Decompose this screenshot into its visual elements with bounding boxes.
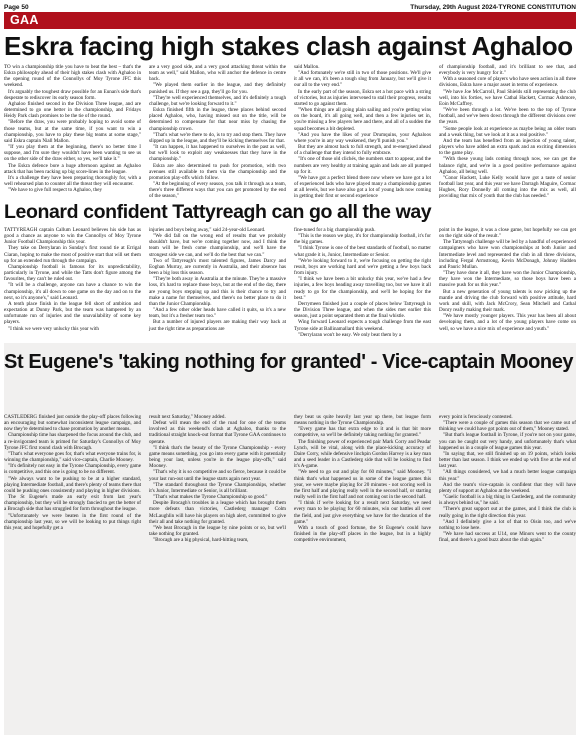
article-paragraph: "And a few other older heads have called it quits, so it's a new team, but it's a fresher team too." (149, 307, 286, 320)
article-paragraph: "We've been through a lot. We've been to the top of Tyrone football, and we've been down through the different divisions over the years. (439, 107, 576, 126)
article-paragraph: they beat us quite heavily last year up there, but league form means nothing in the Tyrone Championship. (294, 414, 431, 427)
article-paragraph: "Unfortunately we were beaten in the first round of the championship last year, so we will be looking to put things right this year, and hopefully get a (4, 512, 141, 531)
article-paragraph: "I think we were very unlucky this year with (8, 325, 99, 332)
article-column (4, 64, 141, 199)
article-paragraph: CASTLEDERG finished just outside the play-off places following an encouraging but somewhat inconsistent league campaign, and now they're determined to chase promotion by another means. (4, 414, 141, 433)
article-paragraph: "They're both away in Australia at the minute. They're a massive loss, it's hard to replace those boys, but at the end of the day, there are young boys stepping up and this is their chance to try and make a name for themselves, and there's no better place to do it than the Junior Championship. (149, 276, 286, 307)
article-paragraph: "Brocagh are a big physical, hard-hitting team, (153, 537, 249, 544)
article-paragraph: But they are almost back to full strength, and re-energised ahead of a challenge that they intend to fully embrace. (294, 144, 431, 157)
article-column (149, 227, 286, 341)
article-paragraph: They take on Derrylaran in Sunday's first round tie at Errigal Ciaran, hoping to make the most of positive start that will set them up for an extended run through the campaign. (4, 245, 141, 264)
article-paragraph: And the team's vice-captain is confident that they will have plenty of support at Aghaloo at the weekend. (439, 481, 576, 494)
article-paragraph: "Before the draw, you were probably hoping to avoid some of those teams, but at the same time, if you want to win a championship, you have to play these big teams at some stage," said Eskra captain Niall Mallon. (4, 119, 141, 144)
article-paragraph: result next Saturday," Mooney added. (149, 414, 226, 420)
article-paragraph: "We need to go out and play for 60 minutes," said Mooney. "I think that's what happened us in some of the league games this year, we were maybe playing for 20 minutes - not scoring well in the first half and playing really well in the second half, or starting really well in the first half and not coming out in the second half. (294, 469, 431, 501)
article-paragraph: "And I definitely give a lot of that to Oisin too, and we've nothing to lose here. (439, 518, 576, 531)
article-paragraph: Eskra are also determined to push for promotion, with two avenues still available to them via the championship and the promotion play-offs which follow. (149, 162, 286, 181)
article-paragraph: "They're well experienced themselves, and it's definitely a tough challenge, but we're looking forward to it." (149, 94, 286, 107)
article-paragraph: Championship football is famous for its unpredictability, particularly in Tyrone, and while the Tatts don't figure among the favourites, they can't be ruled out. (4, 263, 141, 283)
article-paragraph: Eskra finished fifth in the league, three places behind second placed Aghaloo, who, having missed out on the title, will be determined to compensate for that near miss by chasing the championship crown. (149, 107, 286, 132)
article-paragraph: fine-tuned for a big championship push. (294, 227, 376, 233)
article-column (294, 64, 431, 199)
article-paragraph: "We always want to be pushing to be at a higher standard, playing Intermediate football, and there's plenty of teams there that could be pushing ones consistently and playing in higher divisions. (4, 475, 141, 494)
article-column (294, 227, 431, 341)
article-paragraph: Aghaloo finished second in the Division Three league, and are determined to go one better in the championship, and Fridays Heidy Park clash promises to be the tie of the round. (4, 100, 141, 120)
article-paragraph: "At the beginning of every season, you talk it through as a team, there's three different ways that you can get promoted by the end of the season," (149, 180, 286, 200)
article-paragraph: Championship time has sharpened the focus around the club, and a re-invigorated team is primed for Saturday's Connollys of Moy Tyrone JFC first round clash with Brocagh. (4, 432, 141, 451)
story-eskra-body (4, 64, 576, 200)
article-paragraph: are a very good side, and a very good attacking threat within the team as well," said Mallon, who will anchor the defence in centre back. (149, 64, 286, 83)
article-paragraph: Derrymeen finished just a couple of places below Tattyreagh in the Division Three league, and when the sides met earlier this season, just a point separated them at the final whistle. (294, 300, 431, 320)
article-paragraph: "There's great support out at the games, and I think the club is really going in the right direction this year. (439, 506, 576, 519)
article-paragraph: "It's one of those old clichés, the numbers start to appear, and the numbers are very healthy at training again and lads are all pumped up for it. (294, 156, 431, 175)
article-paragraph: Despite Brocagh's troubles in a league which has brought them more defeats than victories, Castlederg manager Colm McLaughlin will have his players on high alert, committed to give their all and take nothing for granted. (149, 500, 286, 525)
article-paragraph: And the team has benefited from an injection of young talent, players who have added an extra spark and an exciting dimension to the game play. (439, 137, 576, 157)
article-paragraph: With a seasoned core of players who have seen action in all three divisions, Eskra have a major asset in terms of experience. (439, 76, 576, 89)
article-paragraph: "It will be a challenge, anyone can have a chance to win the championship, it's all down to one game on the day and on to the next, so it's anyone's," said Leonard. (4, 282, 141, 301)
article-paragraph: "But that's league football in Tyrone, if you're not on your game, you can be caught out very handy, and unfortunately that's what happened us in a couple of league games this year. (439, 432, 576, 451)
article-paragraph: "That's what makes the Tyrone Championship so good." (153, 494, 268, 501)
article-paragraph: But a new generation of young talents is now picking up the mantle and driving the club forward with positive attitude, hard work and skill, with Jack McCrory, Sean Mitchell and Cathal Donry really making their mark. (439, 288, 576, 314)
article-paragraph: "With these young lads coming through now, we can get the balance right, and we're in a good positive performance against Aghaloo, all being well. (439, 156, 576, 175)
article-paragraph: "Every game has that extra edge to it and is that bit more competitive, so we'll be definitely taking nothing for granted." (294, 426, 431, 439)
article-column (439, 227, 576, 341)
article-paragraph: "We played them earlier in the league, and they definitely punished us. If they see a gap, they'll go for you. (149, 82, 286, 95)
article-paragraph: every point is ferociously contested. (439, 414, 513, 420)
article-paragraph: "We're looking forward to it, we're focusing on getting the right result, boys are working hard and we're getting a few boys back from injury. (294, 257, 431, 277)
article-paragraph: "That's what we're there to do, is to try and stop them. They have slipped up in the league, and they'll be kicking themselves for that. (149, 131, 286, 144)
article-paragraph: "Gaelic football is a big thing in Castlederg, and the community is always behind us," he said. (439, 494, 576, 507)
article-paragraph: "That's why it is so competitive and so fierce, because it could be your last run-out until the league starts again next year. (149, 469, 286, 482)
article-paragraph: of championship football, and it's brilliant to see that, and everybody is very hungry for it." (439, 64, 576, 77)
article-paragraph: "We did fall on the wrong end of results that we probably shouldn't have, but we're coming together now, and I think the team will be fresh come championship, and we'll have the strongest side we can, and we'll do the best that we can." (149, 233, 286, 258)
article-paragraph: In the early part of the season, Eskra set a hot pace with a string of victories, but as injuries intervened to stall their progress, results started to go against them. (294, 88, 431, 107)
issue-date-line: Thursday, 29th August 2024-TYRONE CONSTITUTION (410, 3, 576, 11)
article-paragraph: Defeat will mean the end of the road for one of the teams involved as this weekend's clash at Aghaloo, thanks to the traditional straight knock-out format that Tyrone GAA continues to operate. (149, 420, 286, 445)
article-paragraph: "We have to give full respect to Aghaloo, they (8, 187, 103, 194)
article-paragraph: The Eskra defence bore a huge afternoon against an Aghaloo attack that has been racking up big score-lines in the league. (4, 162, 141, 175)
article-paragraph: Wing forward Leonard expects a tough challenge from the east Tyrone side at Ballinamallard this weekend. (294, 319, 431, 332)
article-paragraph: "I think that's the beauty of the Tyrone Championship - every game means something, you go into every game with it potentially being your last, unless you're in the league play-offs," said Mooney. (149, 444, 286, 470)
section-header-bar (4, 12, 576, 29)
article-paragraph: "And fortunately we're still in two of those positions. We'll give it all we can, it's been a tough slog from January, but we'll give it our all to the very end." (294, 70, 431, 89)
article-paragraph: "We have had success at U14, one Minors went to the county final, and there's a good buzz about the club again." (439, 530, 576, 544)
article-paragraph: "It can happen, it has happened to ourselves in the past as well, but we'll look to exploit any weaknesses that they have in the championship." (149, 144, 286, 163)
article-paragraph: The finishing power of experienced pair Mark Corry and Peadar Lynch, will be vital, along with the place-kicking accuracy of Daire Corry, while defensive linchpin Gordon Harvey is a key man and a seed leader in a Castlederg side that will be looking to find it's A-game. (294, 438, 431, 470)
article-paragraph: "And you have the likes of your Drumquins, your Aghaloos where you're in any way weakened, they'll punish you." (294, 131, 431, 144)
article-paragraph: TATTYREAGH captain Callum Leonard believes his side has as good a chance as anyone to win the Connollys of Moy Tyrone Junior Football Championship this year. (4, 227, 141, 246)
article-paragraph: "The standard throughout the Tyrone Championships, whether it's Junior, Intermediate or Senior, is all brilliant. (149, 481, 286, 494)
article-paragraph: point in the league, it was a close game, but hopefully we can get on the right side of the result." (439, 227, 576, 240)
article-paragraph: "I think if we're looking for a result next Saturday, we need every man to be playing for 60 minutes, win our battles all over the field, and just give everything we have for the duration of the game." (294, 500, 431, 525)
story-tattyreagh-body (4, 227, 576, 341)
article-paragraph: It's a challenge they have been preparing thoroughly for, with a well rehearsed plan to counter all the threat they will encounter. (4, 174, 141, 187)
article-paragraph: "I think we have been a bit unlucky this year, we've had a few injuries, a few boys heading away travelling too, but we have it all ready to go for the championship, and we'll be hoping for the best." (294, 276, 431, 301)
article-paragraph: But a number of injured players are making their way back at just the right time as preparations are (149, 319, 286, 332)
article-paragraph: "That's what everyone goes for, that's what everyone trains for, is winning the championship," said vice-captain, Charlie Mooney. (4, 450, 141, 464)
story-st-eugenes-body (4, 414, 576, 734)
article-paragraph: "We beat Brocagh in the league by nine points or so, but we'll take nothing for granted. (149, 524, 286, 537)
headline-eskra: Eskra facing high stakes clash against Aghaloo (4, 31, 573, 61)
headline-tattyreagh: Leonard confident Tattyreagh can go all the way (4, 201, 432, 223)
article-paragraph: "We have Joe McCarroll, Paul Shields still representing the club well, into his forties, we have Cathal Hackett, Cormac Ashmore, Eoin McCaffrey. (439, 88, 576, 107)
article-column (439, 414, 576, 734)
article-paragraph: Two of Tattyreagh's most talented figures, James Darcy and Eoghan Murray, are currently in Australia, and their absence has been a big loss this season. (149, 257, 286, 277)
article-paragraph: "They have done it all, they have won the Junior Championship, they have won the Intermediate, so those boys have been a massive push for us this year." (439, 270, 576, 289)
article-paragraph: It's arguably the toughest draw possible for an Eunan's side that's desperate to rediscover its early season form. (4, 88, 141, 101)
article-paragraph: The St Eugene's made an early exit from last year's championship, but they will be strongly fancied to get the better of a Brocagh side that has struggled for form throughout the league. (4, 494, 141, 513)
article-paragraph: The Tattyreagh challenge will be led by a handful of experienced campaigners who have won championships at both Junior and Intermediate level and represented the club in all three divisions, including Fergal Armstrong, Kevin McDonagh, Johnny Hadden and Pauric Mullan. (439, 239, 576, 270)
article-paragraph: "In saying that, we still finished up on 19 points, which looks better than last season. I think we ended up with five at the end of last year. (439, 450, 576, 470)
article-paragraph: "If you play them at the beginning, there's no better time I suppose, and I'm sure they wouldn't have been wanting to see us on the other side of the draw either, so yes, we'll take it." (4, 144, 141, 163)
article-column (4, 414, 141, 734)
article-paragraph: "We have got a perfect blend there now where we have got a lot of experienced lads who have played many a championship games at all levels, but we have also got a lot of young lads now coming in getting their first or second experience (294, 174, 431, 200)
article-paragraph: "Conor Hackett, Luke Kelly would have got a taste of senior football last year, and this year we have Darragh Maguire, Cormac Hughes, Rory Donnelly all coming into the mix as well, all providing that mix of youth that the club has needed." (439, 174, 576, 200)
page-masthead (4, 2, 576, 12)
article-paragraph: "Derrylaran won't be easy. We only beat them by a (298, 331, 402, 338)
article-column (149, 64, 286, 199)
article-paragraph: A tenth place finish in the league fell short of ambition and expectation at Dunny Park, but the team was hampered by an unfortunate run of injuries and the unavailability of some key players. (4, 300, 141, 326)
article-paragraph: TO win a championship title you have to beat the best – that's the Eskra philosophy ahead of their high stakes clash with Aghaloo in the opening round of the Connollys of Moy Tyrone JFC this weekend. (4, 64, 141, 89)
article-column (149, 414, 286, 734)
section-label: GAA (10, 13, 39, 27)
article-paragraph: said Mallon. (294, 64, 320, 70)
article-paragraph: "All things considered, we had a much better league campaign this year." (439, 469, 576, 482)
page-number: Page 50 (4, 3, 29, 11)
article-column (294, 414, 431, 734)
article-paragraph: "This is the reason we play, it's for championship football, it's for the big games. (294, 233, 431, 246)
article-column (4, 227, 141, 341)
article-paragraph: "It's definitely not easy in the Tyrone Championship, every game is competitive, and this one is going to be no different. (4, 463, 141, 476)
article-paragraph: "There were a couple of games this season that we came out of thinking we could have got points out of them," Mooney stated. (439, 420, 576, 433)
article-paragraph: With a touch of good fortune, the St Eugene's could have finished in the play-off places in the league, but in a highly competitive environment, (294, 524, 431, 544)
article-paragraph: "Some people look at experience as maybe being an older team and a weak thing, but we look at it as a real positive." (439, 125, 576, 138)
article-paragraph: "When things are all going plain sailing and you're getting wins on the board, it's all going well, and then a few injuries set in, you're missing a few players here and there, and all of a sudden the squad becomes a bit depleted. (294, 107, 431, 132)
article-paragraph: injuries and boys being away," said 24-year-old Leonard. (149, 227, 266, 233)
article-column (439, 64, 576, 199)
article-paragraph: "We have mostly younger players. This year has been all about developing them, and a lot of the young players have come on well, so we have a nice mix of experience and youth." (439, 313, 576, 332)
article-paragraph: "I think Tyrone is one of the best standards of football, no matter what grade it is, Junior, Intermediate or Senior. (294, 245, 431, 258)
headline-st-eugenes: St Eugene's 'taking nothing for granted' - Vice-captain Mooney (4, 351, 574, 373)
